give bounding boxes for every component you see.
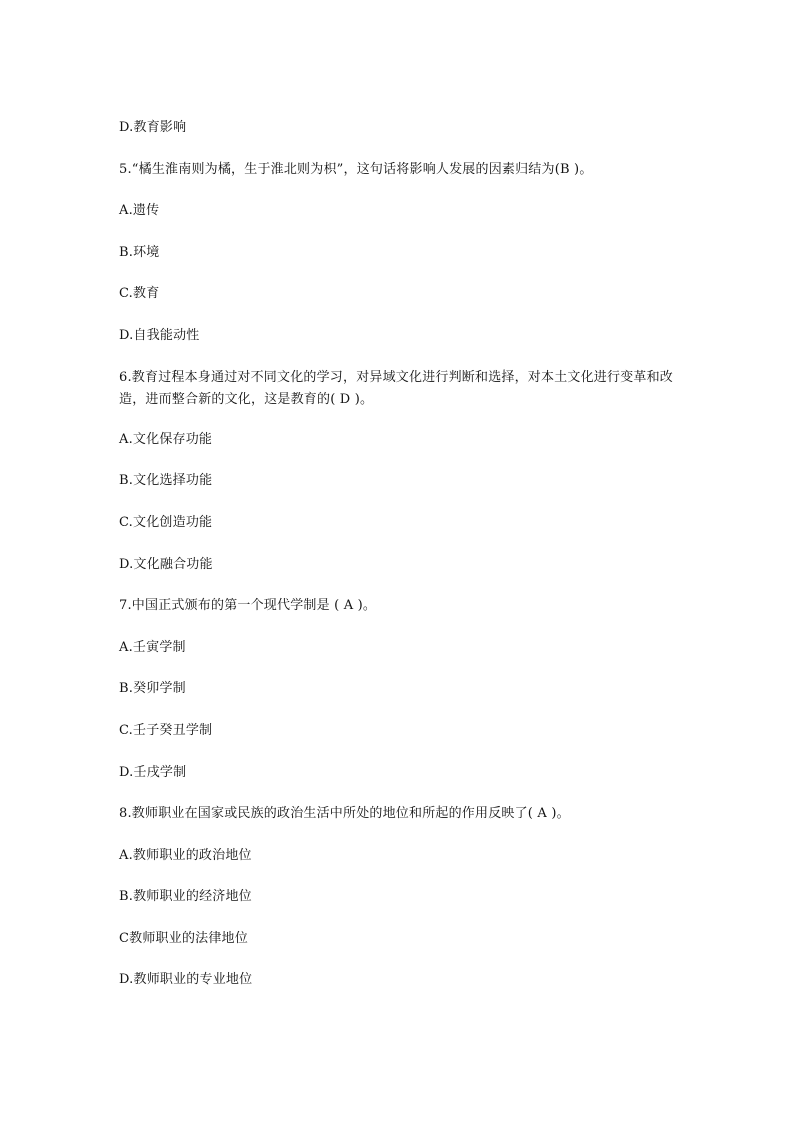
q8-question: 8.教师职业在国家或民族的政治生活中所处的地位和所起的作用反映了( A )。 xyxy=(119,806,570,821)
q6-option-d: D.文化融合功能 xyxy=(119,557,213,572)
q5-option-b: B.环境 xyxy=(119,245,160,260)
q7-question: 7.中国正式颁布的第一个现代学制是 ( A )。 xyxy=(119,598,377,613)
q7-option-c: C.壬子癸丑学制 xyxy=(119,723,213,738)
q8-option-c: C教师职业的法律地位 xyxy=(119,931,248,946)
q6-option-c: C.文化创造功能 xyxy=(119,515,213,530)
q7-option-b: B.癸卯学制 xyxy=(119,681,186,696)
q7-option-a: A.壬寅学制 xyxy=(119,640,186,655)
q6-option-b: B.文化选择功能 xyxy=(119,473,213,488)
q5-option-c: C.教育 xyxy=(119,286,160,301)
q8-option-b: B.教师职业的经济地位 xyxy=(119,889,252,904)
q8-option-a: A.教师职业的政治地位 xyxy=(119,848,252,863)
q5-option-d: D.自我能动性 xyxy=(119,328,200,343)
q4-option-d: D.教育影响 xyxy=(119,120,187,135)
q6-question: 6.教育过程本身通过对不同文化的学习，对异域文化进行判断和选择，对本土文化进行变革和改造，进而整合新的文化，这是教育的( D )。 xyxy=(119,370,674,407)
q7-option-d: D.壬戌学制 xyxy=(119,765,187,780)
q8-option-d: D.教师职业的专业地位 xyxy=(119,972,253,987)
q6-option-a: A.文化保存功能 xyxy=(119,432,213,447)
q5-question: 5.“橘生淮南则为橘，生于淮北则为枳”，这句话将影响人发展的因素归结为(B )。 xyxy=(119,162,593,177)
q5-option-a: A.遗传 xyxy=(119,203,160,218)
